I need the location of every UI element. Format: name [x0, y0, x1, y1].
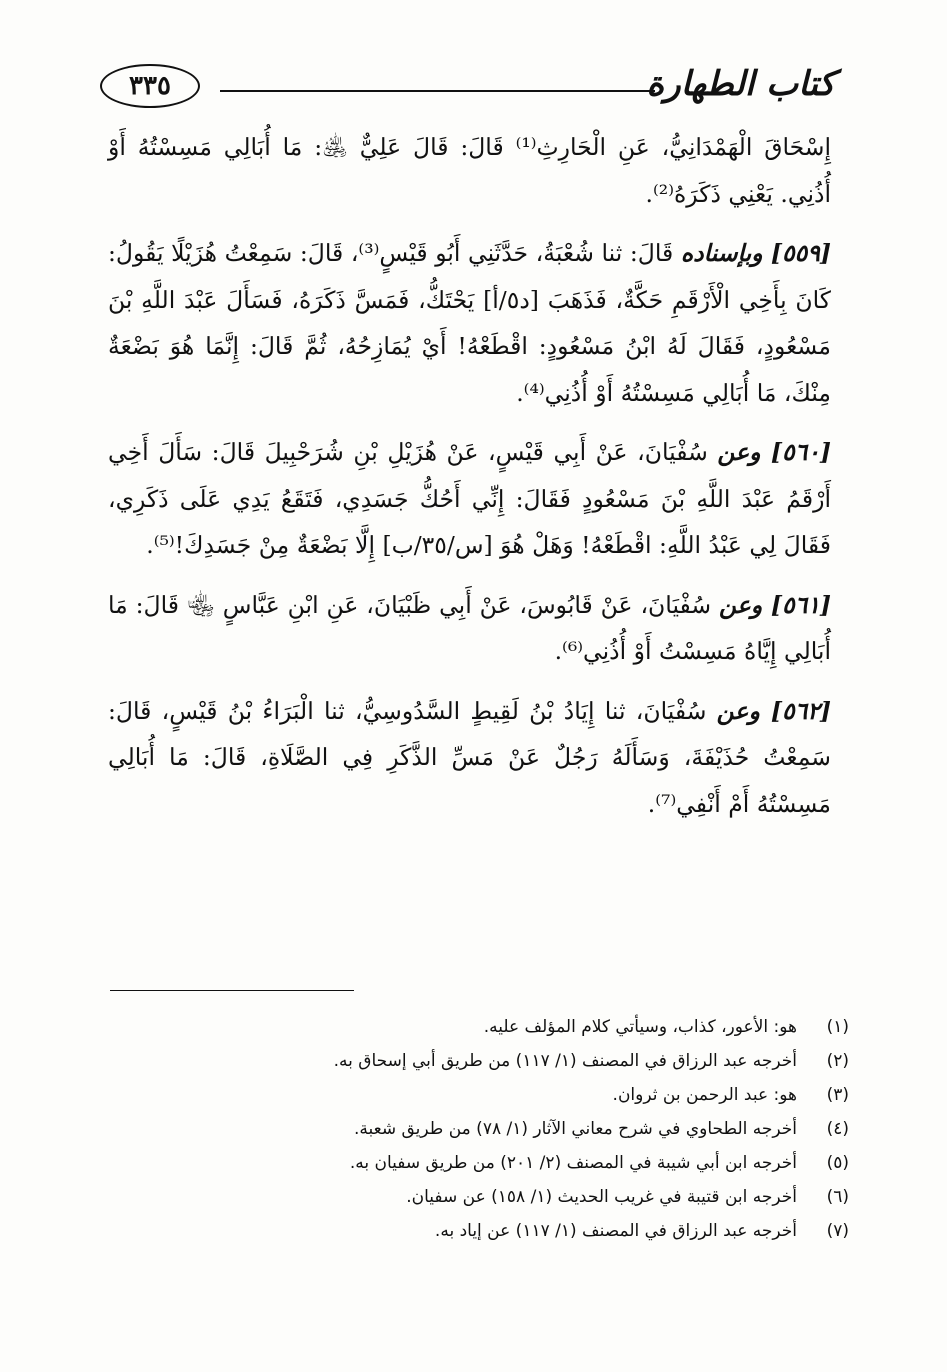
footnote-text: أخرجه عبد الرزاق في المصنف (١/ ١١٧) من طريق أبي إسحاق به. [333, 1051, 797, 1071]
footnote-text: أخرجه الطحاوي في شرح معاني الآثار (١/ ٧٨) من طريق شعبة. [354, 1119, 797, 1139]
page-number: ٣٣٥ [129, 71, 171, 101]
footnote-number: (١) [826, 1017, 849, 1037]
footnote-number: (٧) [826, 1221, 849, 1241]
paragraph [108, 688, 831, 828]
running-title: كتاب الطهارة [646, 64, 835, 104]
main-text [108, 124, 831, 840]
paragraph-text: سُفْيَانَ، عَنْ أَبِي قَيْسٍ، عَنْ هُزَيْلِ بْنِ شُرَحْبِيلَ قَالَ: سَأَلَ أَخِي أَرْقَمُ عَبْدَ اللَّهِ بْنَ مَسْعُودٍ فَقَالَ: إِنِّي أَحُكُّ جَسَدِي، فَتَقَعُ يَدِي عَلَى ذَكَرِي، فَقَالَ لِي عَبْدُ اللَّهِ: اقْطَعْهُ! وَهَلْ هُوَ [س/٣٥/ب] إِلَّا بَضْعَةٌ مِنْ جَسَدِكَ!⁽⁵⁾. [108, 438, 831, 559]
footnote-text: أخرجه ابن قتيبة في غريب الحديث (١/ ١٥٨) عن سفيان. [406, 1187, 797, 1207]
paragraph [108, 429, 831, 569]
paragraph-lead: [٥٥٩] وبإسناده [680, 239, 831, 267]
header-rule [220, 90, 655, 92]
paragraph [108, 230, 831, 416]
footnote [100, 1010, 849, 1044]
footnote-text: أخرجه عبد الرزاق في المصنف (١/ ١١٧) عن إياد به. [434, 1221, 797, 1241]
paragraph-text: إِسْحَاقَ الْهَمْدَانِيُّ، عَنِ الْحَارِثِ⁽¹⁾ قَالَ: قَالَ عَلِيٌّ ﵁: مَا أُبَالِي مَسِسْتُهُ أَوْ أُذُنِي. يَعْنِي ذَكَرَهُ⁽²⁾. [108, 133, 831, 208]
footnote-number: (٦) [826, 1187, 849, 1207]
page-header [100, 58, 835, 114]
footnote [100, 1214, 849, 1248]
footnote-number: (٢) [826, 1051, 849, 1071]
footnote-number: (٥) [826, 1153, 849, 1173]
paragraph-text: سُفْيَانَ، ثنا إِيَادُ بْنُ لَقِيطٍ السَّدُوسِيُّ، ثنا الْبَرَاءُ بْنُ قَيْسٍ، قَالَ: سَمِعْتُ حُذَيْفَةَ، وَسَأَلَهُ رَجُلٌ عَنْ مَسِّ الذَّكَرِ فِي الصَّلَاةِ، قَالَ: مَا أُبَالِي مَسِسْتُهُ أَمْ أَنْفِي⁽⁷⁾. [108, 696, 831, 818]
footnote-separator [110, 990, 354, 991]
paragraph-lead: [٥٦٠] وعن [717, 438, 832, 466]
footnote [100, 1112, 849, 1146]
paragraph-text: قَالَ: ثنا شُعْبَةُ، حَدَّثَنِي أَبُو قَيْسٍ⁽³⁾، قَالَ: سَمِعْتُ هُزَيْلًا يَقُولُ: كَانَ بِأَخِي الْأَرْقَمِ حَكَّةٌ، فَذَهَبَ [د٥/أ] يَحْتَكُّ، فَمَسَّ ذَكَرَهُ، فَسَأَلَ عَبْدَ اللَّهِ بْنَ مَسْعُودٍ، فَقَالَ لَهُ ابْنُ مَسْعُودٍ: اقْطَعْهُ! أَيْ يُمَازِحُهُ، ثُمَّ قَالَ: إِنَّمَا هُوَ بَضْعَةٌ مِنْكَ، مَا أُبَالِي مَسِسْتُهُ أَوْ أُذُنِي⁽⁴⁾. [108, 239, 831, 407]
paragraph-lead: [٥٦١] وعن [719, 590, 831, 619]
footnote-number: (٣) [826, 1085, 849, 1105]
footnote [100, 1044, 849, 1078]
paragraph-lead: [٥٦٢] وعن [716, 696, 831, 725]
footnote [100, 1180, 849, 1214]
footnote-number: (٤) [826, 1119, 849, 1139]
footnote-text: هو: عبد الرحمن بن ثروان. [612, 1085, 797, 1105]
footnote-text: أخرجه ابن أبي شيبة في المصنف (٢/ ٢٠١) من طريق سفيان به. [349, 1153, 797, 1173]
footnote-text: هو: الأعور، كذاب، وسيأتي كلام المؤلف عليه. [483, 1017, 797, 1037]
page-number-badge [100, 64, 200, 108]
footnotes [100, 1010, 849, 1248]
paragraph [108, 124, 831, 217]
paragraph [108, 582, 831, 675]
paragraph-text: سُفْيَانَ، عَنْ قَابُوسَ، عَنْ أَبِي ظَبْيَانَ، عَنِ ابْنِ عَبَّاسٍ ﵄ قَالَ: مَا أُبَالِي إِيَّاهُ مَسِسْتُ أَوْ أُذُنِي⁽⁶⁾. [108, 590, 831, 665]
footnote [100, 1078, 849, 1112]
footnote [100, 1146, 849, 1180]
